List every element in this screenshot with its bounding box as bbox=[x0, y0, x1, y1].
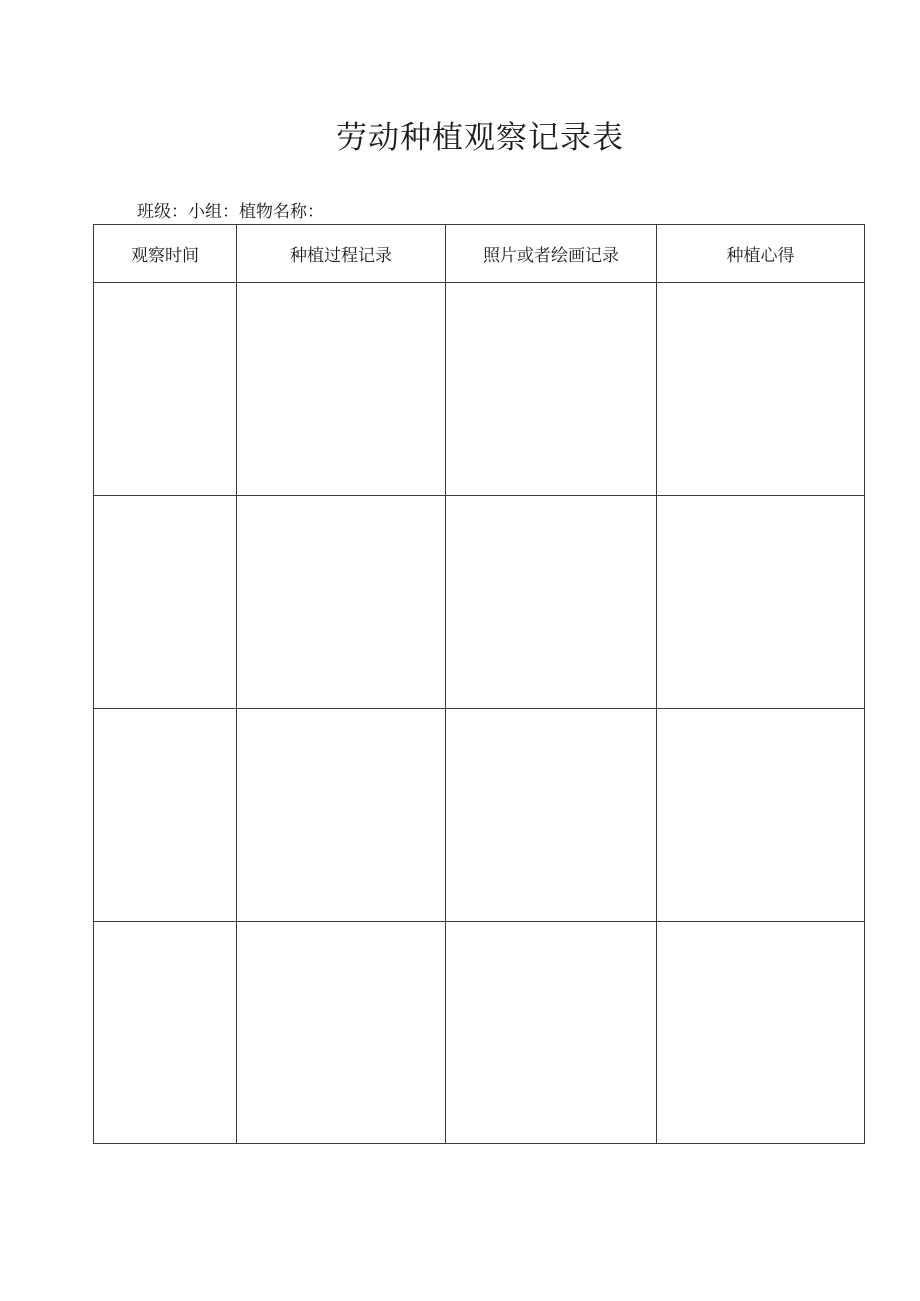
cell-planting-process[interactable] bbox=[237, 709, 446, 922]
cell-planting-reflection[interactable] bbox=[657, 922, 865, 1144]
table-header-row bbox=[94, 225, 865, 283]
cell-observation-time[interactable] bbox=[94, 283, 237, 496]
cell-planting-process[interactable] bbox=[237, 496, 446, 709]
header-photo-or-drawing: 照片或者绘画记录 bbox=[446, 225, 657, 283]
header-planting-process: 种植过程记录 bbox=[237, 225, 446, 283]
table-row bbox=[94, 709, 865, 922]
class-group-plant-info-line: 班级：小组：植物名称： bbox=[137, 202, 324, 222]
cell-photo-or-drawing[interactable] bbox=[446, 283, 657, 496]
cell-planting-process[interactable] bbox=[237, 283, 446, 496]
cell-planting-reflection[interactable] bbox=[657, 496, 865, 709]
observation-record-table bbox=[93, 224, 865, 1144]
cell-planting-reflection[interactable] bbox=[657, 709, 865, 922]
cell-photo-or-drawing[interactable] bbox=[446, 496, 657, 709]
table-row bbox=[94, 283, 865, 496]
cell-observation-time[interactable] bbox=[94, 709, 237, 922]
cell-planting-reflection[interactable] bbox=[657, 283, 865, 496]
header-planting-reflection: 种植心得 bbox=[657, 225, 865, 283]
cell-planting-process[interactable] bbox=[237, 922, 446, 1144]
table-row bbox=[94, 922, 865, 1144]
table-row bbox=[94, 496, 865, 709]
cell-observation-time[interactable] bbox=[94, 922, 237, 1144]
cell-photo-or-drawing[interactable] bbox=[446, 922, 657, 1144]
page-title: 劳动种植观察记录表 bbox=[336, 120, 624, 156]
header-observation-time: 观察时间 bbox=[94, 225, 237, 283]
cell-photo-or-drawing[interactable] bbox=[446, 709, 657, 922]
cell-observation-time[interactable] bbox=[94, 496, 237, 709]
